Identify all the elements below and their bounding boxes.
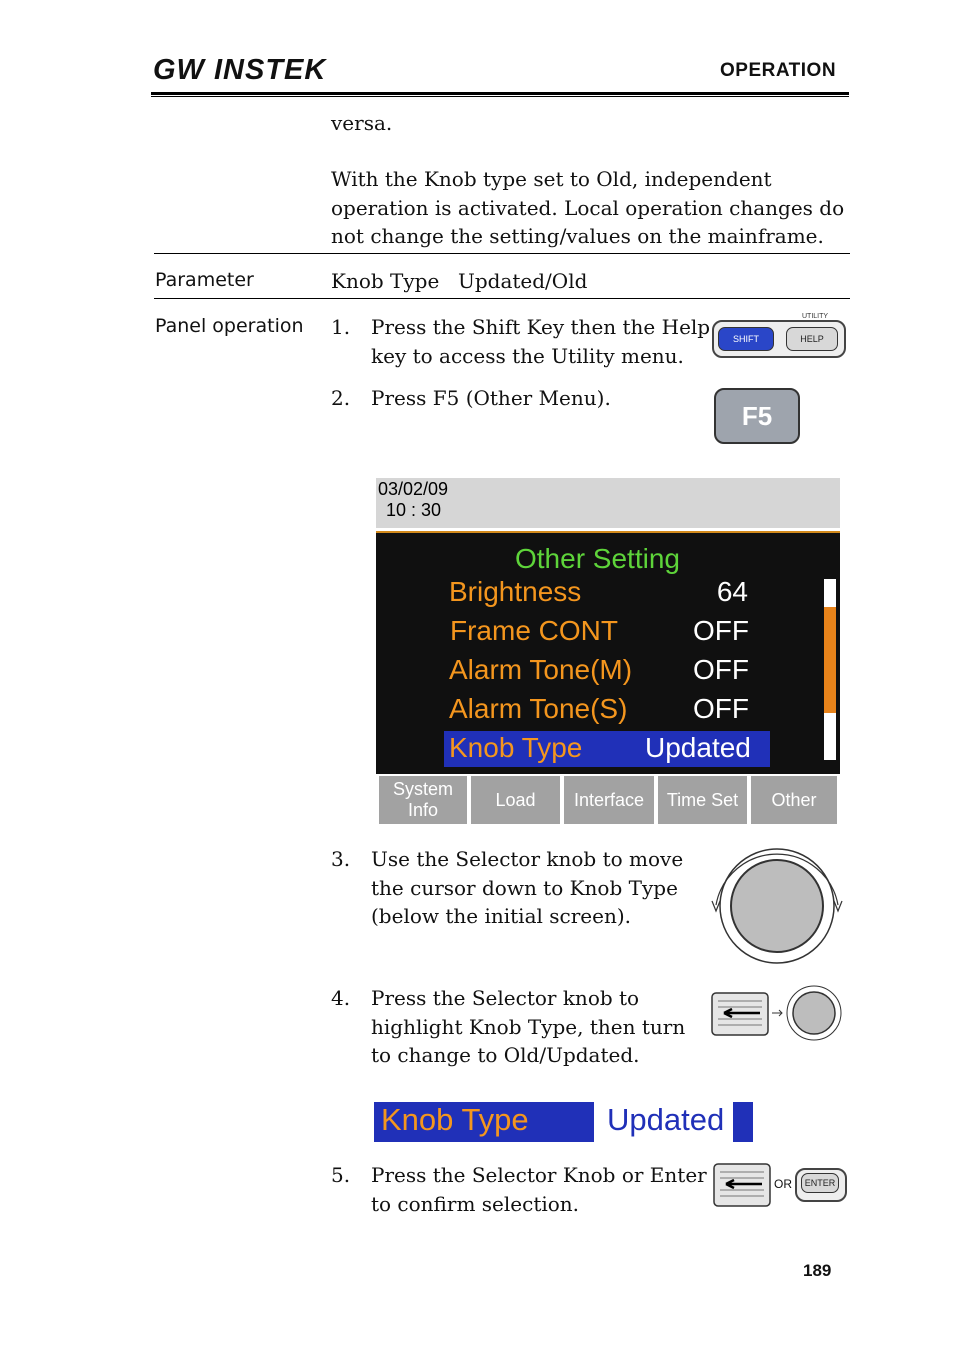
menu-row-alarm-s-value: OFF (693, 693, 749, 724)
knob-type-value: Updated (607, 1102, 725, 1137)
enter-key[interactable]: ENTER (801, 1173, 839, 1193)
step-number: 3. (331, 847, 351, 871)
step-text: Press the Shift Key then the Help key to access the Utility menu. (371, 315, 711, 368)
selector-knob-press-icon[interactable] (712, 1162, 772, 1208)
menu-row-knob-label: Knob Type (449, 732, 583, 763)
menu-row-brightness-value: 64 (716, 576, 748, 607)
softkey-system-info[interactable]: System Info (379, 776, 467, 824)
step-text: Use the Selector knob to move the cursor down to Knob Type (below the initial screen). (371, 847, 684, 928)
press-and-turn-knob-icon[interactable] (710, 983, 846, 1041)
divider (154, 253, 850, 254)
f5-key[interactable]: F5 (714, 388, 800, 444)
step-number: 1. (331, 315, 351, 339)
softkey-other[interactable]: Other (751, 776, 837, 824)
menu-row-alarm-m-value: OFF (693, 654, 749, 685)
step-text: Press the Selector Knob or Enter to confirm selection. (371, 1163, 707, 1216)
help-key[interactable]: HELP (786, 327, 838, 351)
softkey-load[interactable]: Load (471, 776, 560, 824)
menu-row-frame-value: OFF (693, 615, 749, 646)
gwinstek-logo: GW INSTEK (153, 54, 327, 86)
scrollbar-thumb[interactable] (824, 607, 836, 713)
parameter-values: Updated/Old (458, 269, 588, 293)
panel-operation-label: Panel operation (155, 315, 304, 337)
step-text: Press F5 (Other Menu). (371, 386, 611, 410)
utility-label: UTILITY (802, 313, 829, 320)
intro-line: versa. (331, 111, 393, 135)
screen-date: 03/02/09 (378, 479, 449, 499)
step-text: Press the Selector knob to highlight Knob Type, then turn to change to Old/Updated. (371, 986, 686, 1067)
selector-knob-rotate-icon[interactable] (708, 843, 848, 967)
header-rule (151, 92, 849, 95)
menu-row-knob-value: Updated (645, 732, 751, 763)
step-number: 5. (331, 1163, 351, 1187)
menu-row-alarm-s-label: Alarm Tone(S) (449, 693, 628, 724)
menu-row-alarm-m-label: Alarm Tone(M) (449, 654, 633, 685)
menu-row-frame-label: Frame CONT (450, 615, 618, 646)
header-rule-thin (151, 96, 849, 97)
softkey-interface[interactable]: Interface (564, 776, 654, 824)
step-number: 2. (331, 386, 351, 410)
intro-paragraph: With the Knob type set to Old, independent operation is activated. Local operation changes do not change the setting/values on the mainframe. (331, 167, 845, 248)
knob-type-value-box (733, 1102, 753, 1142)
parameter-name: Knob Type (331, 269, 440, 293)
softkey-time-set[interactable]: Time Set (658, 776, 747, 824)
shift-key[interactable]: SHIFT (718, 327, 774, 351)
step-number: 4. (331, 986, 351, 1010)
or-label: OR (774, 1177, 792, 1191)
divider (154, 298, 850, 299)
screen-time: 10 : 30 (386, 500, 442, 520)
parameter-label: Parameter (155, 269, 254, 291)
section-title: OPERATION (720, 60, 837, 81)
menu-row-brightness-label: Brightness (449, 576, 582, 607)
page-number: 189 (803, 1261, 832, 1280)
menu-title: Other Setting (515, 543, 680, 574)
knob-type-label: Knob Type (381, 1102, 529, 1137)
